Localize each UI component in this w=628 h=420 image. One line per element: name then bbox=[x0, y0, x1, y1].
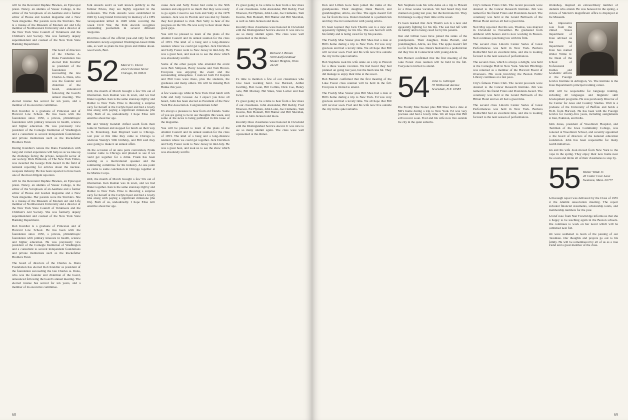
paragraph: The second class Lincoln Center Series of Great Performances was held in New York. Barbara Rothschild had an excellent time, and she is looking forward to the next season of performances. bbox=[473, 102, 543, 119]
right-column-1 bbox=[322, 4, 392, 408]
paragraph: It's great going to be a time to hear from a few more of our classmates. John Alexander, Bill Reddy, Fred Elberson, Pat Hyman, John Lonn, Joe Clements, Tom Stearns, Bob Bonnell, Bill Hunter and Bill Sheridan, as well as John Jackson and more. bbox=[235, 4, 304, 23]
paragraph: It's time to mention a few of our classmates who have been working hard. Joe Bernard, Arthur Swelling, Bob Loan, Bill Collins, Dick Coe, Henry Gale, Bill Mackey, Hal Sikes, Stan Lorber and Ken Swire. bbox=[235, 77, 304, 97]
portrait-photo bbox=[576, 22, 618, 76]
class-secretary-address: Walter Wilde Jr. 26 Cedar Cove Lane Swansea, Mass. 02777 bbox=[582, 170, 613, 183]
paragraph: A thorough report was delivered by the Class of 1955 at the Alumni Association meeting. The report included financial statements, scholarship totals, and membership numbers for the year. bbox=[548, 196, 618, 213]
paragraph: Bob Stephens took his wife Anne on a trip to Hawaii for a three weeks vacation. We had heard they had planned on going last year, but the hurricane hit. They did manage to enjoy their time at the resort. bbox=[322, 59, 392, 76]
paragraph: It's always a pleasure to hear from old friends. Some of you are going to be in our thoughts this week, and some of the news is being published in this issue of the magazine. bbox=[161, 108, 230, 125]
paragraph: The second class Lincoln Center Series of Great Performances was held in New York. Barbara Rothschild had an excellent time, and she is looking forward to the next season of performances. bbox=[473, 42, 543, 58]
page-number: 68 bbox=[12, 412, 16, 417]
paragraph: Rob Kreidler is a graduate of Princeton and of Harvard Law School. He has been with the foundation since 1950, a private, philanthropic foundation with primary interests in health, science and higher education. He was previously vice president of the Carnegie Institution of Washington and a consultant to several independent foundations and private institutions such as the Rockefeller Brothers Fund. bbox=[12, 108, 81, 144]
paragraph: Bill and Wendy Kendall drifted south from their home in Vermont and stopped for lunch on their way to St. Petersburg. Ken Maynard went to Chicago. Last year at this time they came to Chicago to celebrate Wendy's 50th birthday, and Bill said they were going to make it an annual affair. bbox=[86, 122, 155, 146]
paragraph: Bob Stephens took his wife Anne on a trip to Hawaii for a three weeks vacation. We had heard they had planned on going last year, but the hurricane hit. They did manage to enjoy their time at the resort. bbox=[397, 4, 467, 19]
paragraph: On the occasion of an auto parts convention, Frank Cosnier came to Chicago and phoned to see if we could get together for a drink. Frank has been working as a motivational speaker and the nominating committee for his industry. At one point we came to same conclusion in Chicago together at the Marine Corps. bbox=[86, 147, 155, 175]
left-column-3 bbox=[161, 4, 230, 408]
paragraph: Walt will be responsible for language training, including 40 languages and linguistic skill development programs. He was previously Director of the Center for Area and Country Studies. Walt is a graduate of the University of Buffalo and holds a Ph.D. from Harvard. He has been with the Foreign Service for twenty-five years, including assignments in Iran, Pakistan, and India. bbox=[548, 89, 618, 121]
left-column-1 bbox=[12, 4, 81, 408]
class-entry-55 bbox=[548, 162, 619, 196]
paragraph: Workshop, inspired an extraordinary number of students who attend. He was honored in the spring, a picture of Sinclair's magnificent office is displayed at the Museum. bbox=[548, 4, 618, 19]
left-page bbox=[0, 0, 312, 420]
paragraph: A few weeks ago while in New York I had lunch with John and Judy Grosser. As I expect you have all heard, John has been elected as President of the New York Bar Association. Congratulations John! bbox=[161, 91, 230, 107]
right-page bbox=[312, 0, 628, 420]
class-number: 53 bbox=[235, 43, 267, 77]
paragraph: The board of directors of the Charles A. Dana Foundation has elected Rob Kreidler as president of the foundation succeeding the late Charles A. Dana, who was the founder and chairman of the board, announced following the board's annual meeting. The elected trustee has served for ten years, and a member of its executive committee. bbox=[12, 261, 81, 289]
paragraph: Rob Kreidler is a graduate of Princeton and of Harvard Law School. He has been with the foundation since 1950, a private, philanthropic foundation with primary interests in health, science and higher education. He was previously vice president of the Carnegie Institution of Washington and a consultant to several independent foundations and private institutions such as the Rockefeller Brothers Fund. bbox=[12, 223, 81, 260]
paragraph: We were saddened to learn of the passing of our classmate. Our thoughts and prayers go out to his family. He will be remembered by all of us as a true friend and a great member of the class. bbox=[548, 231, 618, 248]
class-secretary-address: Richard J. Bloom 3209 Ashford Road Shaker Heights, Ohio 44120 bbox=[269, 51, 299, 68]
paragraph: Don and Lillian Gore have joined the ranks of the grandparents. Their daughter, Dana Barrell, and granddaughter, Alicia, are fine. The apple doesn't fall too far from the tree. Dana's husband is a pediatrician and they live in Connecticut with young Alicia. bbox=[397, 34, 467, 54]
left-column-2 bbox=[87, 4, 156, 408]
paragraph: It's been learned that Jack Thom's son is a new and apparently fighting for his life. The son had left with his family and is being cared for by his parents. bbox=[397, 20, 467, 33]
paragraph: The Freddy Mae Stoner plus Bill Shea had a date at Bill's home during a trip to New York. Ed was very gracious and had a lovely time. We all hope that Bill will recover soon. Fred and his wife now live outside the city in the quiet suburbs. bbox=[322, 91, 392, 111]
paragraph: The Freddy Mae Stoner plus Bill Shea had a date at Bill's home during a trip to New York. Ed was very gracious and had a lovely time. We all hope that Bill will recover soon. Fred and his wife now live outside the city in the quiet suburbs. bbox=[322, 38, 392, 58]
paragraph: cause Jack and Sally Foster had come to the 50th reunion and enjoyed it so much that they were ready to go again. I need to see Jack and Sally at the 1978 reunion. Jack was in Florida and was met by friends they had planned to visit. Bob Sally to hear of the progress on the 50s. He was sorry to hear about these great guys. bbox=[161, 4, 230, 31]
paragraph: Recently three classmates were honored in Cleveland with the Distinguished Service Award. It was nice to see so many alumni again. The class were well represented at the dinner. bbox=[235, 120, 304, 136]
class-number: 54 bbox=[397, 70, 429, 104]
class-secretary-address: Marcel C. Durot 2222 Chestnut Street Chicago, Ill. 60611 bbox=[120, 62, 149, 75]
paragraph: Some of the other people who attended the event were Bob Simpson, Barry Greene and Tom Brown. Everyone was enjoying the event and the surrounding atmosphere. I noticed both Ed Kaplan and Phil Cass were there, plus the students, the graduates and many others. We will be missing Bob Bunke this year. bbox=[161, 61, 230, 90]
paragraph: Bob Burnett confirmed that the first meeting of the Lake Forest class reunion will be held in the fall. Everyone is invited to attend. bbox=[322, 77, 392, 90]
paragraph: Well, the month of March brought a few 50s out of hibernation. Ken Roman was in town, and we had dinner together. Ken is the same stand-up Ogilvy and Mather to New York. Elise is throwing a surprise party for herself at the Carlyle hotel and had a lovely time along with paying a significant milestone (the 50s). Both of us, undoubtedly. I hope Elise isn't sensitive about her age. bbox=[86, 88, 155, 121]
paragraph: Polk Awards aren't as well known publicly as the Pulitzer Prizes, they are highly regarded in the profession. The Polk Awards were established in 1949 by Long Island University in memory of a CBS correspondent killed in 1948 while covering the Greek Civil War, the Polk Awards recognize outstanding journalism in several different categories. bbox=[86, 4, 155, 35]
class-secretary-address: John G. Gillespie 35 Wildwood Avenue Scarsdale, N.Y. 10583 bbox=[431, 78, 461, 91]
class-entry-52 bbox=[86, 54, 156, 88]
paragraph: Bob Burnett confirmed that the first meeting of the Lake Forest class reunion will be held in the fall. Everyone is invited to attend. bbox=[397, 55, 467, 68]
paragraph: The board of directors of the Charles A. Dana Foundation has elected Rob Kreidler as president of the foundation succeeding the late Charles A. Dana, who was the founder and chairman of the board, announced following the board's annual meeting. The elected trustee has served for ten years, and a member of its executive committee. bbox=[12, 47, 81, 107]
paragraph: will be the Reverend Daphne Hawkes, an Episcopal priest. Nancy, an alumna of Vassar College, is the editor of the Scrapbook of an Aesthete and a former editor of House and Garden magazine and a New York magazine. Her parents were the Sinclairs. She is a trustee of the Museum of Modern Art and Life member of Northwestern University and a director of the New York State Council of Volunteers and the Children's Aid Society. She was formerly deputy superintendent and counsel of the New York State Banking Department. bbox=[12, 4, 81, 47]
class-number: 52 bbox=[86, 54, 118, 88]
class-number: 55 bbox=[548, 162, 580, 196]
paragraph: Ned May reported that his son, Thomas, was married in Cleveland to November. He graduated from Amherst with honors and is now working in Boston. Ned continues practising law with his firm. bbox=[473, 24, 543, 41]
right-column-4 bbox=[549, 4, 619, 408]
paragraph: Word has come of the official year-end tally for Bert Rothstein's newly-organized Washington-based think tank, as well as plans he has given and thinks about. Good work, Bert. bbox=[86, 36, 155, 52]
paragraph: will be the Reverend Daphne Hawkes, an Episcopal priest. Nancy, an alumna of Vassar College, is the editor of the Scrapbook of an Aesthete and a former editor of House and Garden magazine and a New York magazine. Her parents were the Sinclairs. She is a trustee of the Museum of Modern Art and Life member of Northwestern University and a director of the New York State Council of Volunteers and the Children's Aid Society. She was formerly deputy superintendent and counsel of the New York State Banking Department. bbox=[12, 178, 81, 223]
paragraph: You will be pleased to learn of the plans of the Alumni Council and its annual reunion for the class of 1953. The kind of a bang and a long-distance reunion where we could get together. Jack Davidson and Sally Foster went to New Jersey in mid-July. He was a great host, and took us to see the show which was absolutely terrific. bbox=[161, 126, 230, 154]
paragraph: The Freddy Mae Stoner plus Bill Shea had a date at Bill's home during a trip to New York. Ed was very gracious and had a lovely time. We all hope that Bill will recover soon. Fred and his wife now live outside the city in the quiet suburbs. bbox=[397, 104, 467, 125]
paragraph: Don and Lillian Gore have joined the ranks of the grandparents. Their daughter, Dana Barrell, and granddaughter, Alicia, are fine. The apple doesn't fall too far from the tree. Dana's husband is a pediatrician and they live in Connecticut with young Alicia. bbox=[322, 4, 392, 23]
paragraph: An impressive note from the United States Department of State advised us that the Department of State has named Walter Wilde Jr. the Dean of the School of Professional Studies and Academic Affairs at the Foreign Service Institute in Arlington, Va. The institute is the State Department's principal training center. bbox=[548, 20, 618, 88]
class-entry-54 bbox=[397, 70, 468, 104]
right-column-2 bbox=[398, 4, 468, 408]
paragraph: It's great going to be a time to hear from a few more of our classmates. John Alexander, Bill Reddy, Fred Elberson, Pat Hyman, John Lonn, Joe Clements, Tom Stearns, Bob Bonnell, Bill Hunter and Bill Sheridan, as well as John Jackson and more. bbox=[235, 98, 304, 119]
paragraph: Recently three classmates were honored in Cleveland with the Distinguished Service Award. It was nice to see so many alumni again. The class were well represented at the dinner. bbox=[235, 24, 304, 41]
left-column-4 bbox=[236, 4, 305, 408]
paragraph: Ian and his wife Joan moved from New York to the Cape in the spring. They enjoy their new home near the ocean and invite all of their classmates to stop by. bbox=[548, 147, 618, 160]
right-column-3 bbox=[473, 4, 543, 408]
portrait-photo bbox=[12, 49, 48, 93]
paragraph: City's famous Friars Club. The recent proceeds were donated to the Cancer Research Institute. Jim was named for his friend Friars and Presidents Award. The ceremony was held at the Grand Ballroom of the Hilton Hotel and we all had a great time. bbox=[473, 4, 543, 23]
paragraph: During Kreidler's tenure the Dana Foundation with long and varied experience will help us as we take up the challenge facing the private, nonprofit sector of our society. Dick Hallorun, of The New York Times, was awarded the George Polk Award in the field of national reporting for articles about the nuclear-weapons industry. He has been reported to have been one of the most diligent reporters. bbox=[12, 145, 81, 178]
paragraph: The second class, which is always a delight, was held at the Carnegie Hall in New York. Sinclair Hitchings was returned as a member of the Harvard Board of Overseers. His work involving the Boston Public Library continues at a fast pace. bbox=[473, 59, 543, 80]
class-entry-53 bbox=[235, 43, 305, 77]
paragraph: Well, the month of March brought a few 50s out of hibernation. Ken Roman was in town, and we had dinner together. Ken is the same stand-up Ogilvy and Mather to New York. Elise is throwing a surprise party for herself at the Carlyle hotel and had a lovely time along with paying a significant milestone (the 50s). Both of us, undoubtedly. I hope Elise isn't sensitive about her age. bbox=[86, 176, 155, 209]
paragraph: It's been learned that Jack Thom's son is a new and apparently fighting for his life. The son had left with his family and is being cared for by his parents. bbox=[322, 24, 392, 37]
paragraph: A brief note from Nan Trowbridge informs us that she is happy to be teaching again in the Boston schools. She continues to work on her novel which will be published next fall. bbox=[548, 214, 618, 230]
paragraph: John Jones, president of Woodlawn Hospital, and chairman of the Iowa Community College, was honored at Woodlawn School, and recently appointed to the board of directors of the national education foundation. John has been responsible for many health initiatives. bbox=[548, 122, 618, 146]
paragraph: City's famous Friars Club. The recent proceeds were donated to the Cancer Research Institute. Jim was named for his friend Friars and Presidents Award. The ceremony was held at the Grand Ballroom of the Hilton Hotel and we all had a great time. bbox=[473, 81, 543, 101]
page-number: 69 bbox=[614, 412, 618, 417]
paragraph: You will be pleased to learn of the plans of the Alumni Council and its annual reunion for the class of 1953. The kind of a bang and a long-distance reunion where we could get together. Jack Davidson and Sally Foster went to New Jersey in mid-July. He was a great host, and took us to see the show which was absolutely terrific. bbox=[161, 32, 230, 60]
